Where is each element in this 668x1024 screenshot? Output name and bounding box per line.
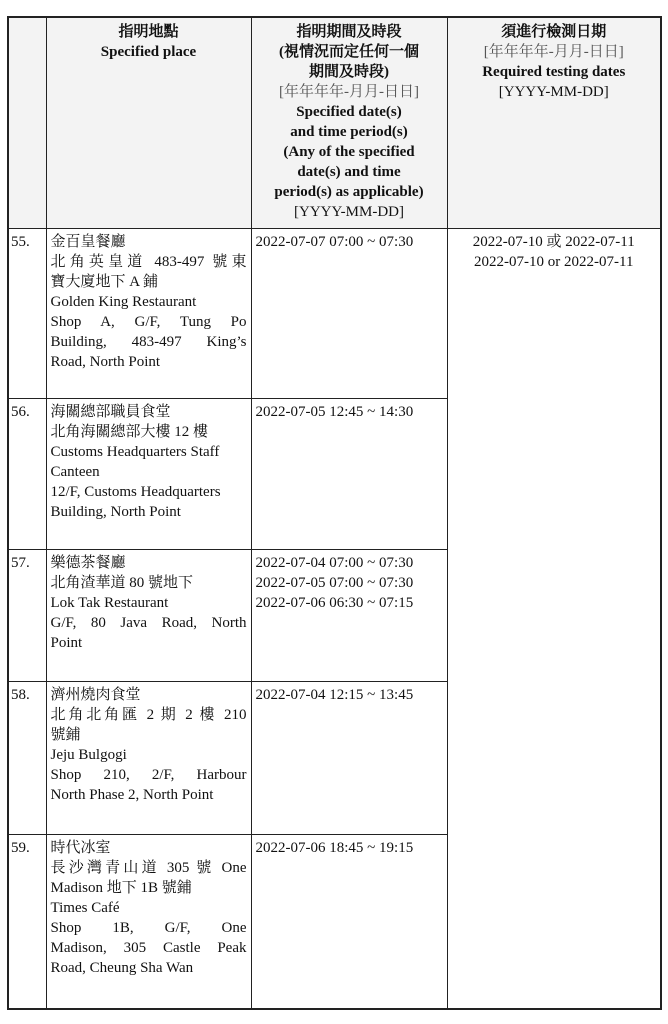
place-line: 號鋪	[50, 726, 81, 743]
place-line: Madison 地下 1B 號鋪	[50, 879, 192, 896]
place-line: 長沙灣青山道 305 號 One	[50, 859, 247, 876]
period-cell	[251, 549, 447, 681]
place-header-zh: 指明地點	[118, 24, 179, 40]
testing-dates-cell	[447, 228, 661, 1009]
place-line: Canteen	[50, 463, 100, 480]
place-header-en: Specified place	[100, 44, 197, 60]
period: 2022-07-05 07:00 ~ 07:30	[255, 574, 414, 591]
header-period	[251, 17, 447, 228]
testing-date: 2022-07-10 或 2022-07-11	[472, 233, 635, 250]
header-testing	[447, 17, 661, 228]
place-cell	[46, 549, 251, 681]
place-line: 海關總部職員食堂	[50, 403, 171, 420]
period-header-en: period(s) as applicable)	[274, 184, 424, 200]
place-line: Shop 1B, G/F, One	[50, 919, 247, 936]
period-header-en: date(s) and time	[297, 164, 401, 180]
period-header-en: and time period(s)	[290, 124, 408, 140]
place-line: Building, North Point	[50, 503, 181, 520]
header-place	[46, 17, 251, 228]
testing-format-en: [YYYY-MM-DD]	[498, 84, 609, 100]
testing-format-zh: [年年年年-月月-日日]	[483, 44, 624, 60]
period-header-zh: 期間及時段)	[309, 64, 389, 80]
period-cell	[251, 228, 447, 398]
header-num	[8, 17, 46, 228]
period-cell	[251, 398, 447, 549]
period-format-zh: [年年年年-月月-日日]	[279, 84, 419, 100]
period: 2022-07-05 12:45 ~ 14:30	[255, 403, 414, 420]
place-line: 北角海關總部大樓 12 樓	[50, 423, 209, 440]
period: 2022-07-04 07:00 ~ 07:30	[255, 554, 414, 571]
place-line: 樂德茶餐廳	[50, 554, 126, 571]
period-header-en: (Any of the specified	[283, 144, 415, 160]
place-line: 濟州燒肉食堂	[50, 686, 141, 703]
place-cell	[46, 681, 251, 834]
header-row	[8, 17, 661, 228]
period-format-en: [YYYY-MM-DD]	[294, 204, 404, 220]
period: 2022-07-04 12:15 ~ 13:45	[255, 686, 414, 703]
period: 2022-07-06 18:45 ~ 19:15	[255, 839, 414, 856]
row-number: 56.	[8, 398, 46, 549]
testing-date: 2022-07-10 or 2022-07-11	[474, 253, 634, 270]
place-line: Times Café	[50, 899, 120, 916]
place-line: Golden King Restaurant	[50, 293, 197, 310]
place-line: Shop A, G/F, Tung Po	[50, 313, 247, 330]
place-line: Shop 210, 2/F, Harbour	[50, 766, 247, 783]
place-line: Lok Tak Restaurant	[50, 594, 169, 611]
place-line: 12/F, Customs Headquarters	[50, 483, 221, 500]
period: 2022-07-06 06:30 ~ 07:15	[255, 594, 414, 611]
row-number: 59.	[8, 834, 46, 1009]
place-line: North Phase 2, North Point	[50, 786, 214, 803]
row-number: 58.	[8, 681, 46, 834]
period: 2022-07-07 07:00 ~ 07:30	[255, 233, 414, 250]
place-line: Building, 483-497 King’s	[50, 333, 247, 350]
period-cell	[251, 834, 447, 1009]
place-line: 金百皇餐廳	[50, 233, 126, 250]
place-line: Madison, 305 Castle Peak	[50, 939, 247, 956]
row-number: 55.	[8, 228, 46, 398]
testing-header-zh: 須進行檢測日期	[501, 24, 607, 40]
specified-places-table	[7, 16, 662, 1010]
table-row	[8, 228, 661, 398]
testing-header-en: Required testing dates	[482, 64, 626, 80]
row-number: 57.	[8, 549, 46, 681]
place-line: Road, North Point	[50, 353, 161, 370]
place-line: G/F, 80 Java Road, North	[50, 614, 247, 631]
period-cell	[251, 681, 447, 834]
place-line: 時代冰室	[50, 839, 111, 856]
place-line: 北角渣華道 80 號地下	[50, 574, 194, 591]
place-line: 北角英皇道 483-497 號東	[50, 253, 247, 270]
place-line: Customs Headquarters Staff	[50, 443, 220, 460]
place-line: Road, Cheung Sha Wan	[50, 959, 194, 976]
period-header-zh: 指明期間及時段	[296, 24, 402, 40]
place-cell	[46, 398, 251, 549]
place-line: Jeju Bulgogi	[50, 746, 127, 763]
place-line: 北角北角匯 2 期 2 樓 210	[50, 706, 247, 723]
place-line: 寶大廈地下 A 鋪	[50, 273, 159, 290]
period-header-en: Specified date(s)	[296, 104, 402, 120]
place-cell	[46, 834, 251, 1009]
period-header-zh: (視情況而定任何一個	[279, 44, 419, 60]
place-cell	[46, 228, 251, 398]
place-line: Point	[50, 634, 83, 651]
